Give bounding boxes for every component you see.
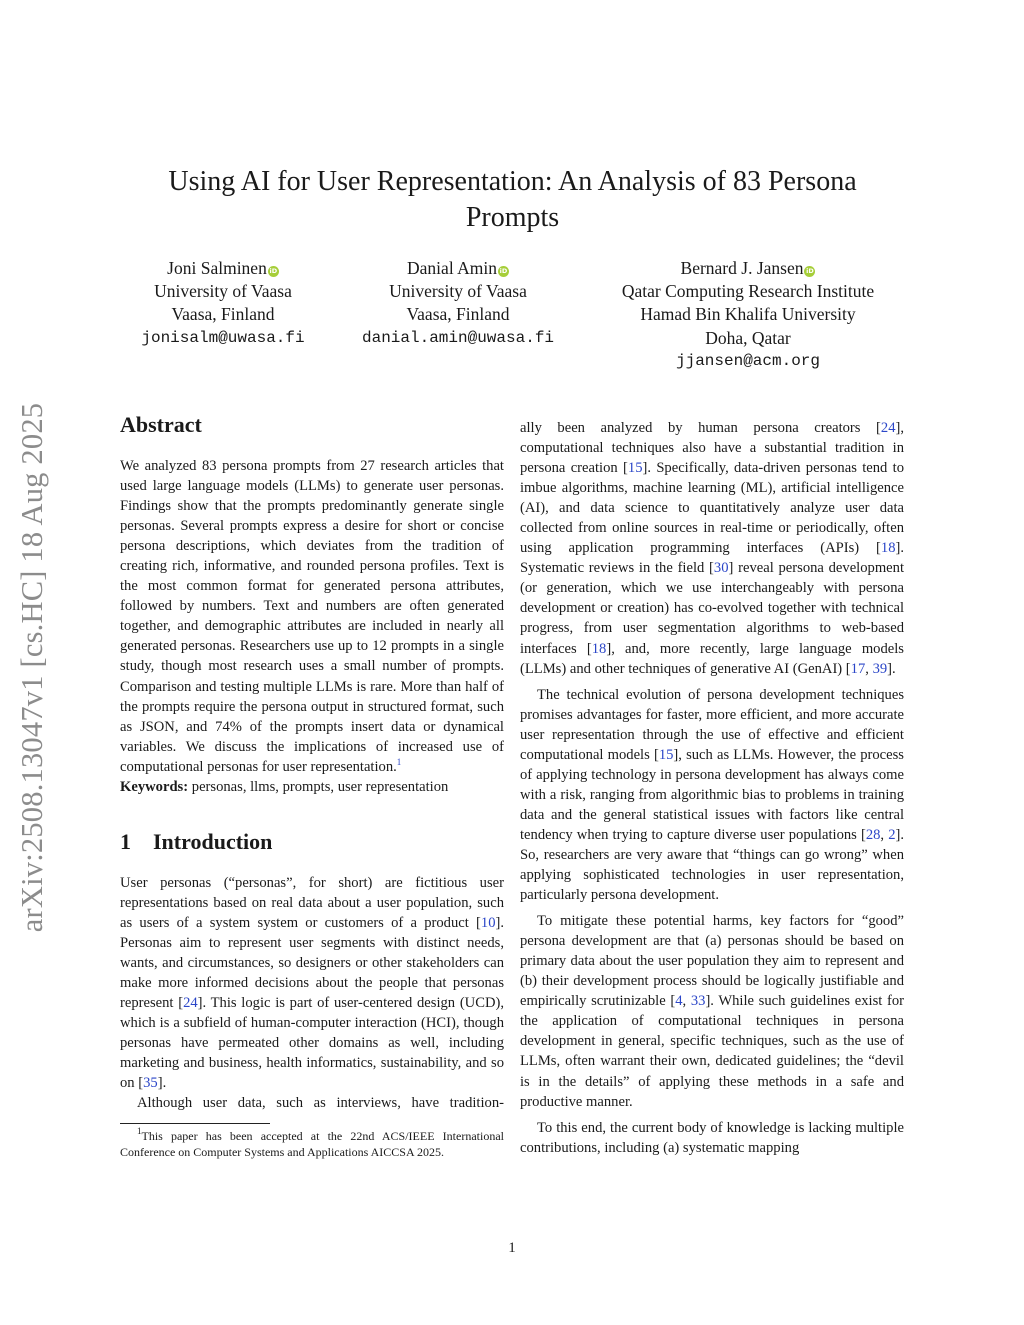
arxiv-stamp-text: arXiv:2508.13047v1 [cs.HC] 18 Aug 2025 bbox=[15, 402, 50, 932]
keywords-label: Keywords: bbox=[120, 778, 189, 795]
abstract-heading: Abstract bbox=[120, 412, 202, 437]
intro-paragraph-1: User personas (“personas”, for short) are fictitious user representations based on real data about a user population, such as users of a system system or customers of a product [10]. Personas aim to represent user segments with distinct needs, wants, and circumstances, so designers or other stakeholders can make more informed decisions about the people that personas represent [24]. This logic is part of user-centered design (UCD), which is a subfield of human-computer interaction (HCI), though personas have permeated other domains as well, including marketing and business, health informatics, sustainability, and so on [35]. bbox=[120, 874, 505, 1092]
orcid-icon[interactable]: iD bbox=[269, 267, 278, 275]
author-block-3 bbox=[598, 257, 898, 373]
author-email[interactable]: jjansen@acm.org bbox=[675, 351, 821, 370]
left-column bbox=[120, 410, 504, 1160]
author-email[interactable]: danial.amin@uwasa.fi bbox=[361, 328, 555, 347]
citation-link[interactable]: 10 bbox=[480, 914, 496, 931]
citation-link[interactable]: 33 bbox=[690, 993, 706, 1010]
intro-paragraph-2: Although user data, such as interviews, have tradition- bbox=[137, 1095, 504, 1112]
paper-title: Using AI for User Representation: An Analysis of 83 Persona Prompts bbox=[168, 166, 857, 233]
section-heading-introduction: 1 Introduction bbox=[120, 828, 273, 854]
citation-link[interactable]: 24 bbox=[183, 995, 198, 1012]
arxiv-stamp bbox=[8, 372, 58, 962]
author-name: Danial Amin bbox=[407, 258, 497, 278]
orcid-icon[interactable]: iD bbox=[806, 267, 814, 275]
author-location: Doha, Qatar bbox=[705, 327, 791, 348]
author-name: Bernard J. Jansen bbox=[680, 258, 804, 278]
author-affiliation: Qatar Computing Research Institute bbox=[621, 281, 875, 302]
citation-link[interactable]: 28 bbox=[865, 826, 881, 843]
right-column bbox=[520, 418, 904, 1158]
citation-link[interactable]: 24 bbox=[880, 420, 896, 436]
citation-link[interactable]: 15 bbox=[627, 460, 643, 477]
citation-link[interactable]: 18 bbox=[880, 540, 896, 557]
footnote-area bbox=[120, 1123, 504, 1160]
right-paragraph-4: To this end, the current body of knowledge is lacking multiple contributions, including (a) systematic mapping bbox=[520, 1119, 904, 1156]
right-paragraph-2: The technical evolution of persona development techniques promises advantages for faster, more efficient, and more accurate user representation through the use of effective and efficient computational models [15], such as LLMs. However, the process of applying technology in persona development has always come with a risk, ranging from algorithmic bias to problems in training data and the general statistical issues with factors like central tendency when trying to capture diverse user populations [28, 2]. So, researchers are very aware that “things can go wrong” when applying sophisticated technologies in user representation, particularly persona development. bbox=[520, 686, 905, 904]
footnote-rule bbox=[120, 1123, 270, 1124]
orcid-icon[interactable]: iD bbox=[499, 267, 508, 275]
author-block-1 bbox=[133, 257, 313, 350]
citation-link[interactable]: 35 bbox=[143, 1075, 158, 1092]
abstract-text: We analyzed 83 persona prompts from 27 research articles that used large language models (LLMs) to generate user personas. Findings show that the prompts predominantly generate single personas. Several prompts express a desire for short or concise persona descriptions, which deviates from the tradition of creating rich, informative, and rounded persona profiles. Text is the most common format for generated persona attributes, followed by numbers. Text and numbers are often generated together, and demographic attributes are included in nearly all generated personas. Researchers use up to 12 prompts in a single study, though most research uses a small number of prompts. Comparison and testing multiple LLMs is rare. More than half of the prompts require the persona output in structured format, such as JSON, and 74% of the prompts insert data or dynamical variables. We discuss the implications of increased use of computational personas for user representation.$^1$ bbox=[120, 458, 504, 775]
author-location: Vaasa, Finland bbox=[406, 304, 510, 325]
citation-link[interactable]: 17 bbox=[850, 660, 866, 677]
author-email[interactable]: jonisalm@uwasa.fi bbox=[141, 328, 305, 347]
citation-link[interactable]: 4 bbox=[675, 993, 683, 1010]
citation-link[interactable]: 30 bbox=[713, 560, 729, 577]
footnote: $^1$This paper has been accepted at the 22nd ACS/IEEE International Conference on Computer Systems and Applications AICCSA 2025. bbox=[120, 1126, 504, 1160]
right-paragraph-1: ally been analyzed by human persona creators [24], computational techniques also have a substantial tradition in persona creation [15]. Specifically, data-driven personas tend to imbue algorithms, machine learning (ML), artificial intelligence (AI), and data science to quantitatively analyze user data collected from online sources in real-time or periodically, often using application programming interfaces (APIs) [18]. Systematic reviews in the field [30] reveal persona development (or generation, which we use interchangeably with persona development or creation) has co-evolved together with technical progress, from user segmentation algorithms to web-based interfaces [18], and, more recently, large language models (LLMs) and other techniques of generative AI (GenAI) [17, 39]. bbox=[520, 420, 905, 677]
author-affiliation: University of Vaasa bbox=[154, 281, 292, 302]
author-block-2 bbox=[348, 257, 568, 350]
author-location: Vaasa, Finland bbox=[171, 304, 275, 325]
footnote-mark[interactable]: 1 bbox=[396, 756, 402, 767]
citation-link[interactable]: 15 bbox=[658, 746, 674, 763]
keywords-text: personas, llms, prompts, user representation bbox=[191, 778, 449, 795]
author-affiliation: University of Vaasa bbox=[389, 281, 527, 302]
author-name: Joni Salminen bbox=[167, 258, 267, 278]
right-paragraph-3: To mitigate these potential harms, key factors for “good” persona development are that (a) personas should be based on primary data about the user population they aim to represent and (b) their development process should be logically justifiable and empirically scrutinizable [4, 33]. While such guidelines exist for the application of computational techniques in persona development in general, specific techniques, such as the use of LLMs, often warrant their own, dedicated guidelines; the “devil is in the details” of applying these methods in a safe and productive manner. bbox=[520, 913, 905, 1110]
keywords bbox=[120, 777, 504, 797]
citation-link[interactable]: 39 bbox=[872, 660, 888, 677]
citation-link[interactable]: 18 bbox=[591, 640, 607, 657]
citation-link[interactable]: 2 bbox=[888, 826, 896, 843]
author-affiliation-2: Hamad Bin Khalifa University bbox=[640, 304, 856, 325]
page-number: 1 bbox=[508, 1240, 516, 1256]
